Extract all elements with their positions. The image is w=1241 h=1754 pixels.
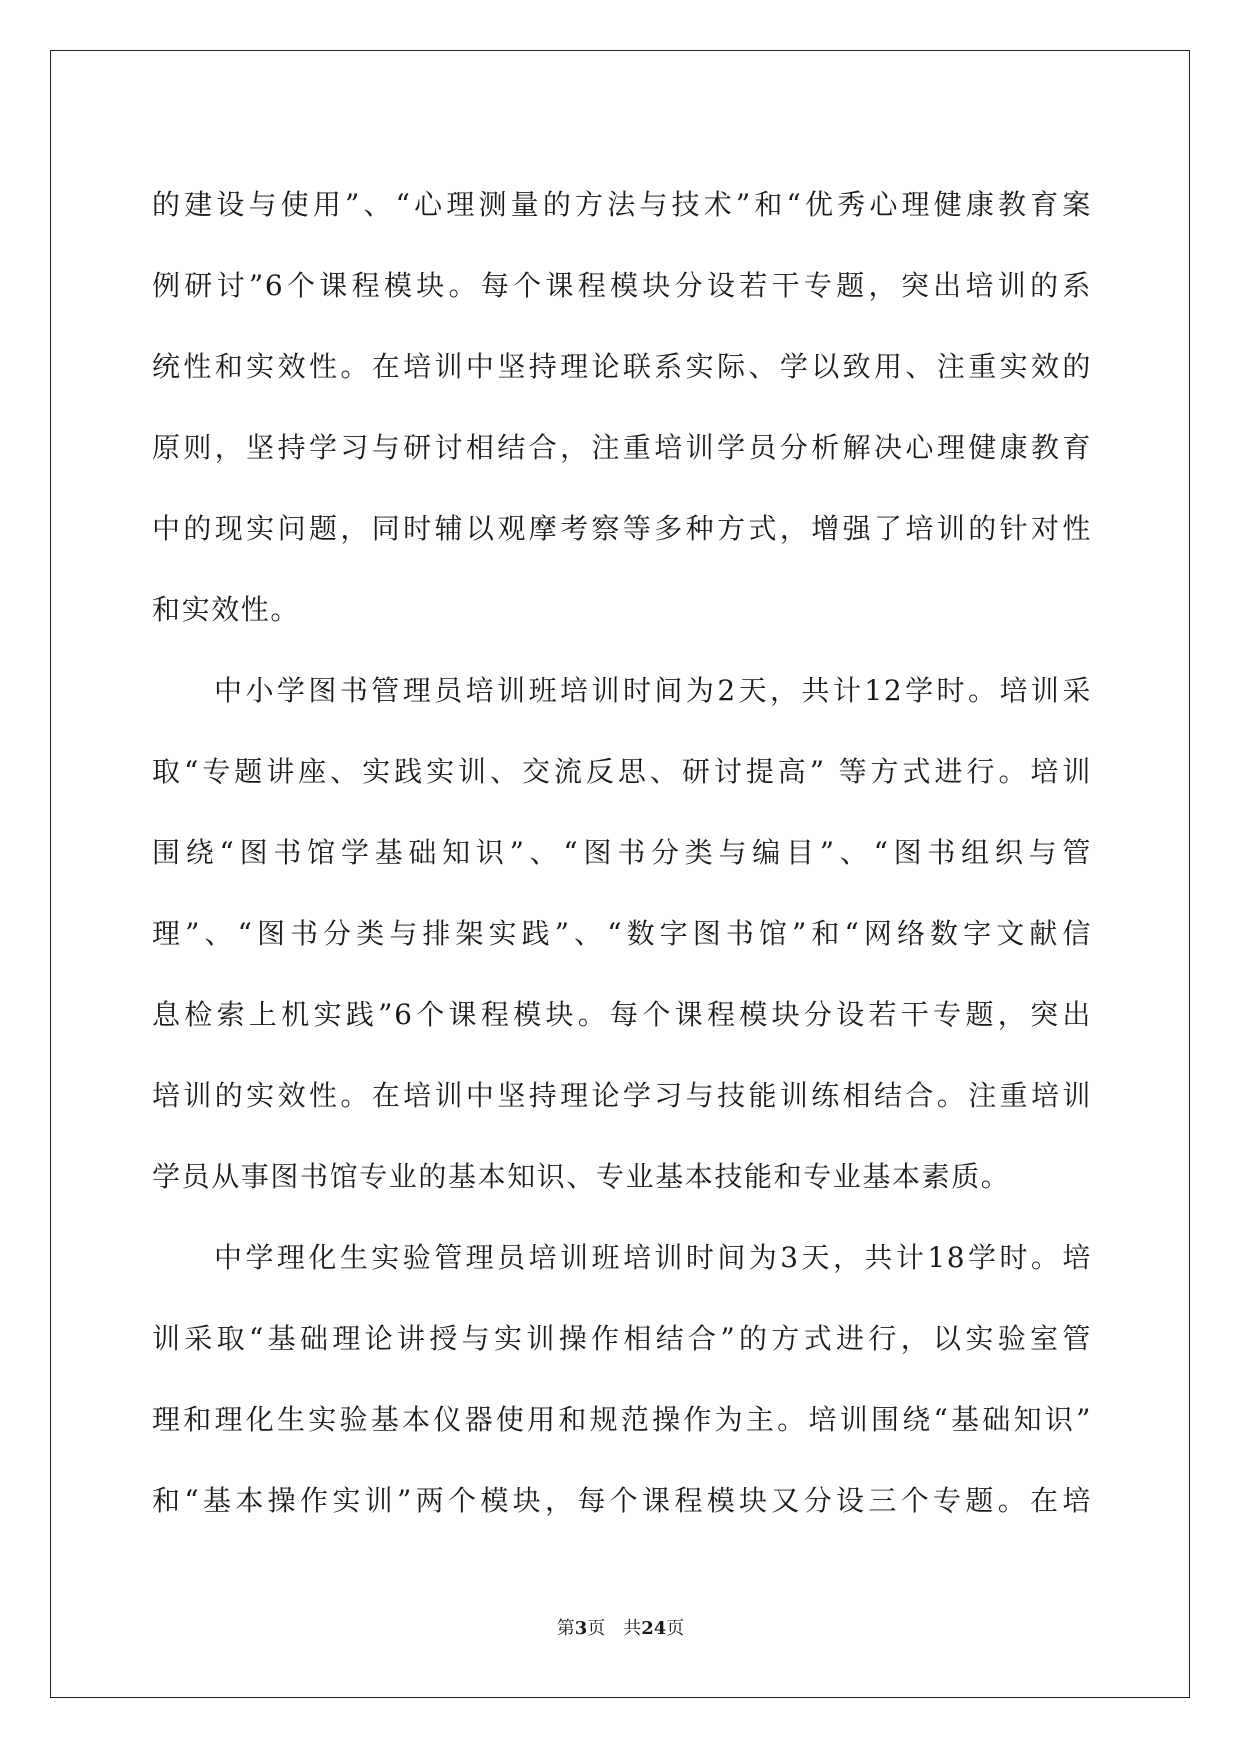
text-line: 培训的实效性。在培训中坚持理论学习与技能训练相结合。注重培训	[152, 1079, 1092, 1112]
text-line: 例研讨”6个课程模块。每个课程模块分设若干专题，突出培训的系	[152, 269, 1092, 302]
footer-page-suffix: 页	[587, 1618, 606, 1639]
footer-page-number: 3	[574, 1618, 588, 1639]
text-line: 和实效性。	[152, 593, 301, 626]
text-line: 原则，坚持学习与研讨相结合，注重培训学员分析解决心理健康教育	[152, 431, 1092, 464]
footer-total-prefix: 共	[623, 1618, 642, 1639]
footer-total-suffix: 页	[666, 1618, 685, 1639]
footer-page-prefix: 第	[556, 1618, 575, 1639]
page-footer	[0, 1614, 1241, 1640]
text-line: 训采取“基础理论讲授与实训操作相结合”的方式进行，以实验室管	[152, 1322, 1092, 1355]
text-line: 中学理化生实验管理员培训班培训时间为3天，共计18学时。培	[214, 1241, 1092, 1274]
text-line: 取“专题讲座、实践实训、交流反思、研讨提高” 等方式进行。培训	[152, 755, 1092, 788]
text-line: 息检索上机实践”6个课程模块。每个课程模块分设若干专题，突出	[152, 998, 1092, 1031]
footer-total-number: 24	[641, 1618, 667, 1639]
text-line: 理”、“图书分类与排架实践”、“数字图书馆”和“网络数字文献信	[152, 917, 1092, 950]
text-line: 学员从事图书馆专业的基本知识、专业基本技能和专业基本素质。	[152, 1160, 1011, 1193]
text-line: 中小学图书管理员培训班培训时间为2天，共计12学时。培训采	[214, 674, 1092, 707]
text-line: 的建设与使用”、“心理测量的方法与技术”和“优秀心理健康教育案	[152, 188, 1092, 221]
text-line: 和“基本操作实训”两个模块，每个课程模块又分设三个专题。在培	[152, 1484, 1092, 1517]
text-line: 统性和实效性。在培训中坚持理论联系实际、学以致用、注重实效的	[152, 350, 1092, 383]
text-line: 中的现实问题，同时辅以观摩考察等多种方式，增强了培训的针对性	[152, 512, 1092, 545]
text-line: 理和理化生实验基本仪器使用和规范操作为主。培训围绕“基础知识”	[152, 1403, 1092, 1436]
body-text	[152, 164, 1092, 1541]
text-line: 围绕“图书馆学基础知识”、“图书分类与编目”、“图书组织与管	[152, 836, 1092, 869]
